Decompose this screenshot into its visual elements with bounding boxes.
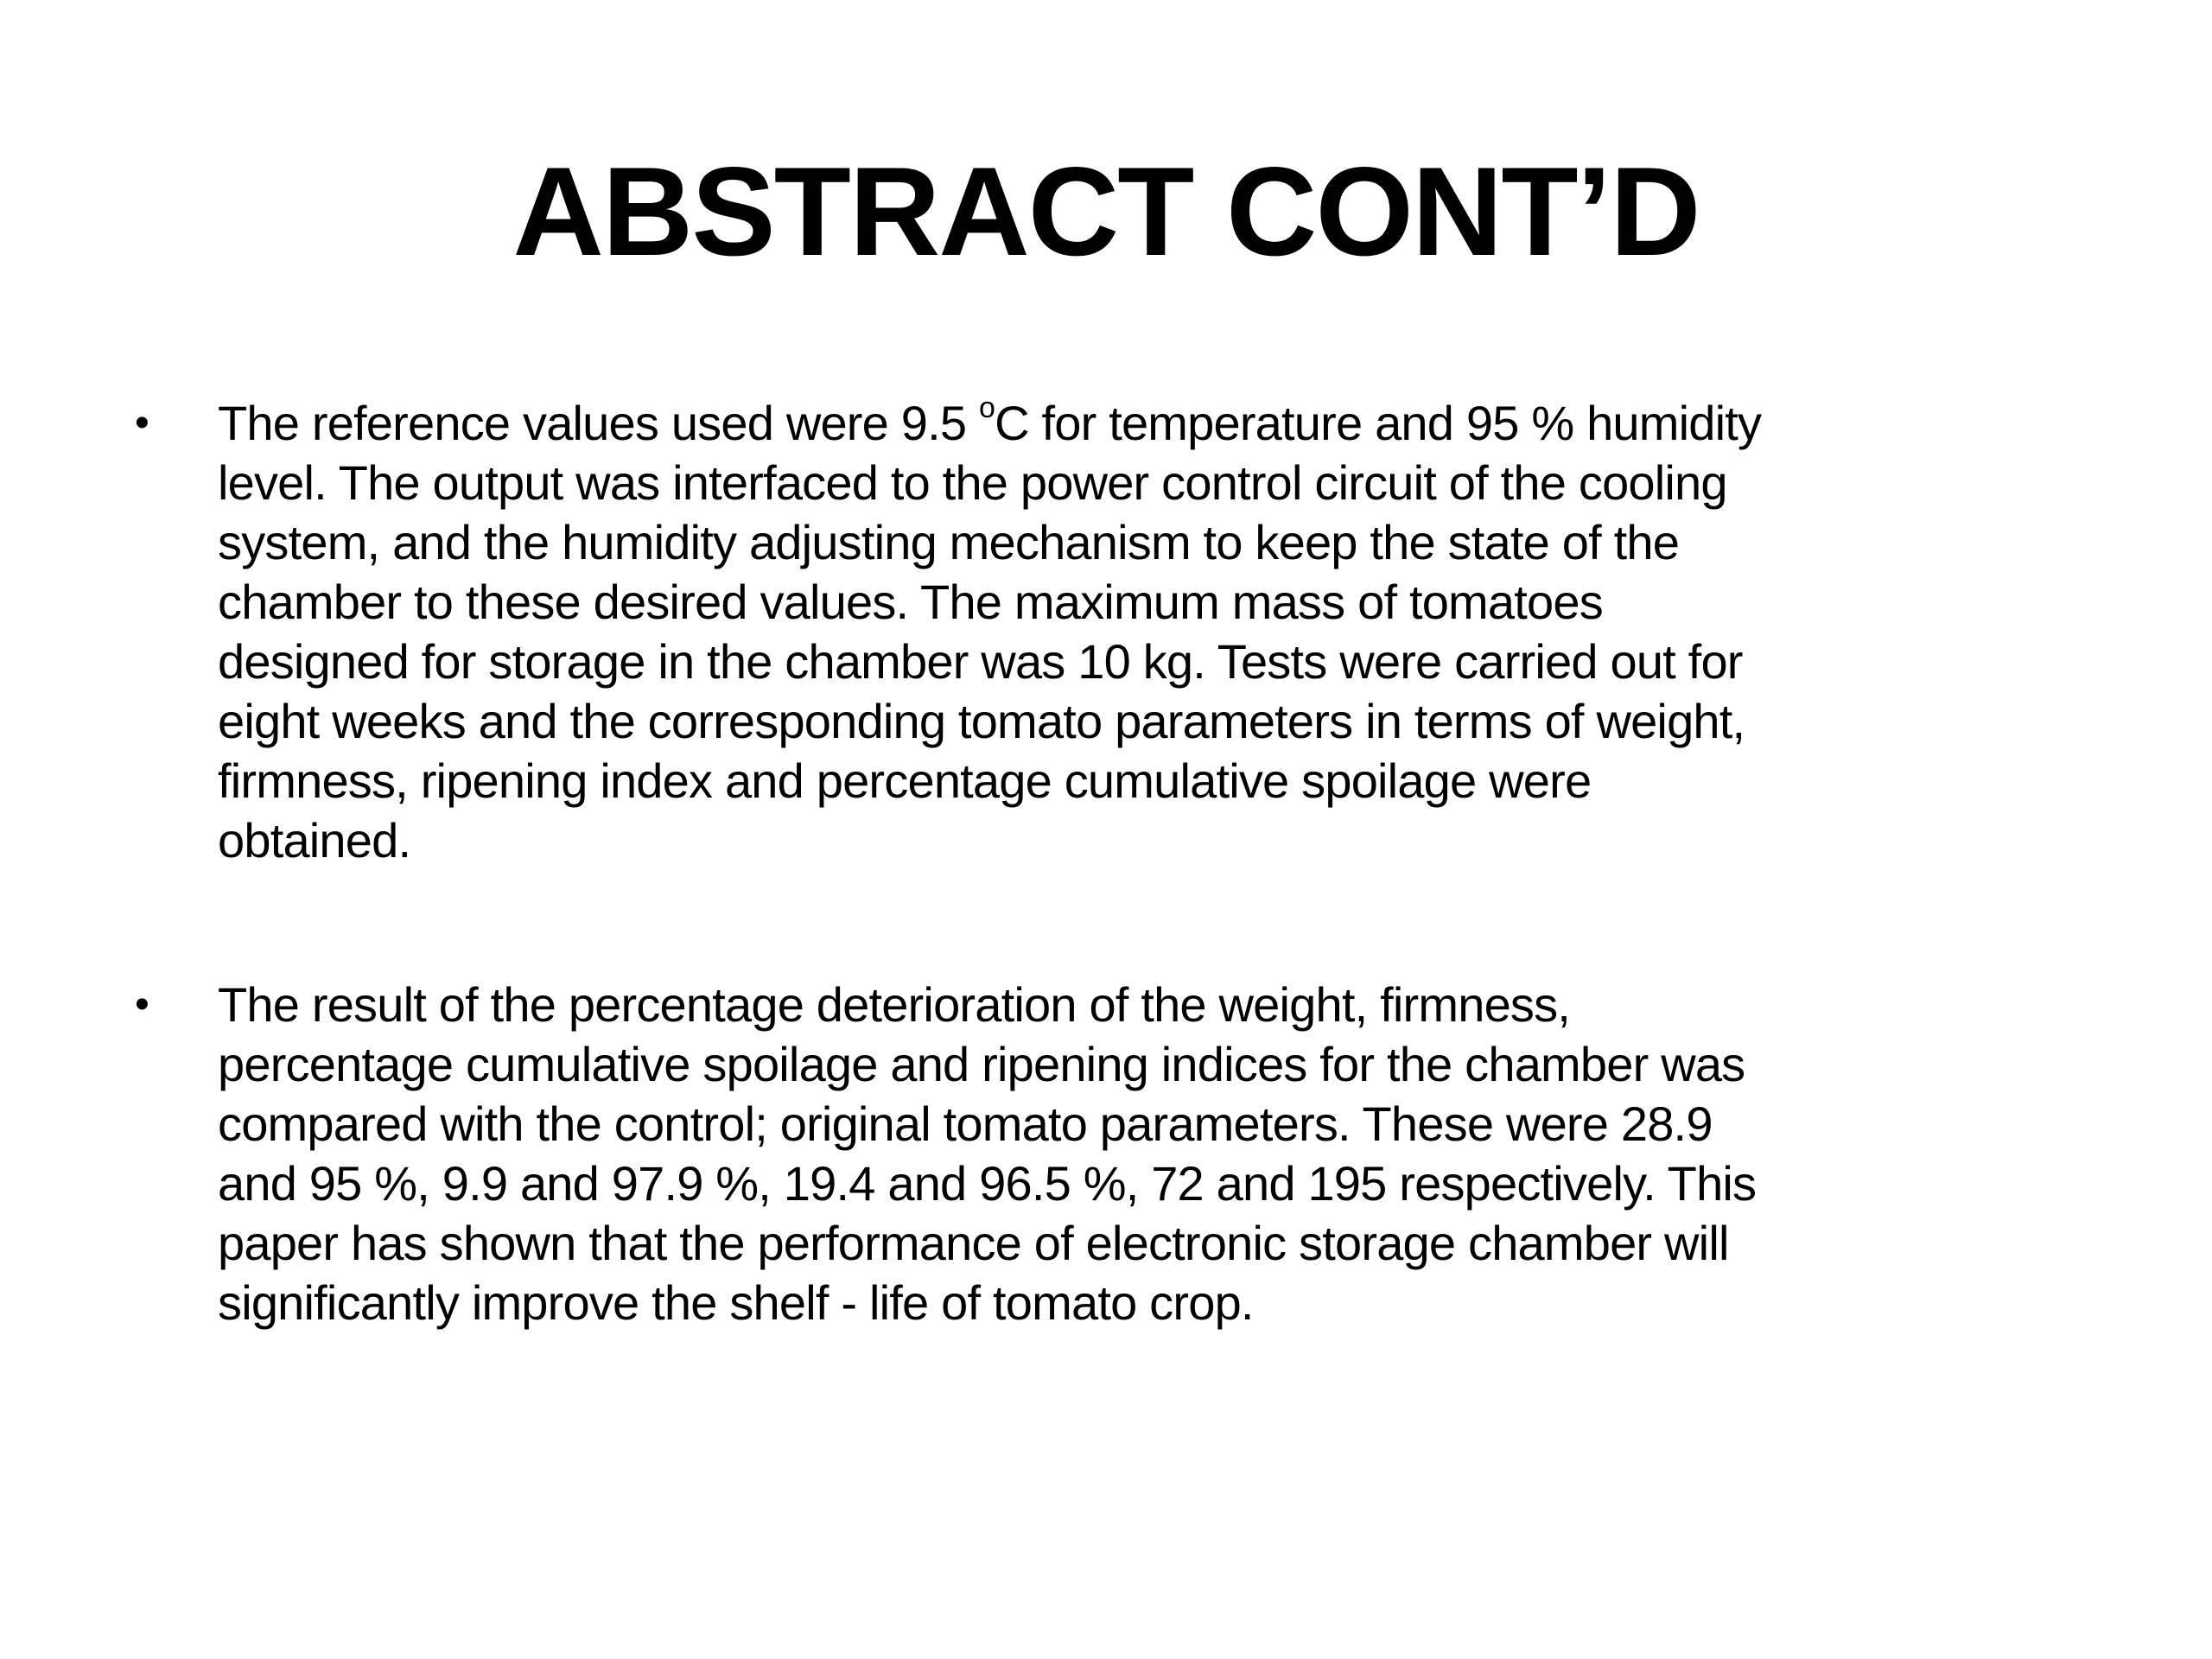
text-line: chamber to these desired values. The maximum mass of tomatoes xyxy=(218,575,1603,629)
text-line: percentage cumulative spoilage and ripening indices for the chamber was xyxy=(218,1037,1745,1091)
text-line: significantly improve the shelf - life of tomato crop. xyxy=(218,1275,1254,1330)
bullet-text xyxy=(218,975,2115,1332)
text-line xyxy=(218,393,2115,453)
text-line: firmness, ripening index and percentage cumulative spoilage were xyxy=(218,753,1592,808)
bullet-item-results xyxy=(128,975,2115,1332)
bullet-list xyxy=(128,393,2115,1332)
text-line: The result of the percentage deterioration of the weight, firmness, xyxy=(218,977,1571,1032)
text-line: and 95 %, 9.9 and 97.9 %, 19.4 and 96.5 %, 72 and 195 respectively. This xyxy=(218,1156,1757,1211)
text-segment: The reference values used were 9.5 xyxy=(218,396,979,450)
text-line: designed for storage in the chamber was 10 kg. Tests were carried out for xyxy=(218,634,1743,689)
text-line: paper has shown that the performance of electronic storage chamber will xyxy=(218,1216,1729,1270)
bullet-text xyxy=(218,393,2115,870)
text-line: level. The output was interfaced to the power control circuit of the cooling xyxy=(218,455,1727,510)
bullet-item-reference-values xyxy=(128,393,2115,870)
text-line: system, and the humidity adjusting mechanism to keep the state of the xyxy=(218,515,1680,569)
bullet-marker: • xyxy=(135,400,149,446)
degree-superscript: o xyxy=(978,391,995,425)
bullet-marker: • xyxy=(135,982,149,1027)
text-line: compared with the control; original tomato parameters. These were 28.9 xyxy=(218,1096,1713,1151)
text-segment: C for temperature and 95 % humidity xyxy=(995,396,1762,450)
slide-title: ABSTRACT CONT’D xyxy=(512,141,1700,282)
text-line: obtained. xyxy=(218,813,411,868)
text-line: eight weeks and the corresponding tomato parameters in terms of weight, xyxy=(218,694,1745,748)
